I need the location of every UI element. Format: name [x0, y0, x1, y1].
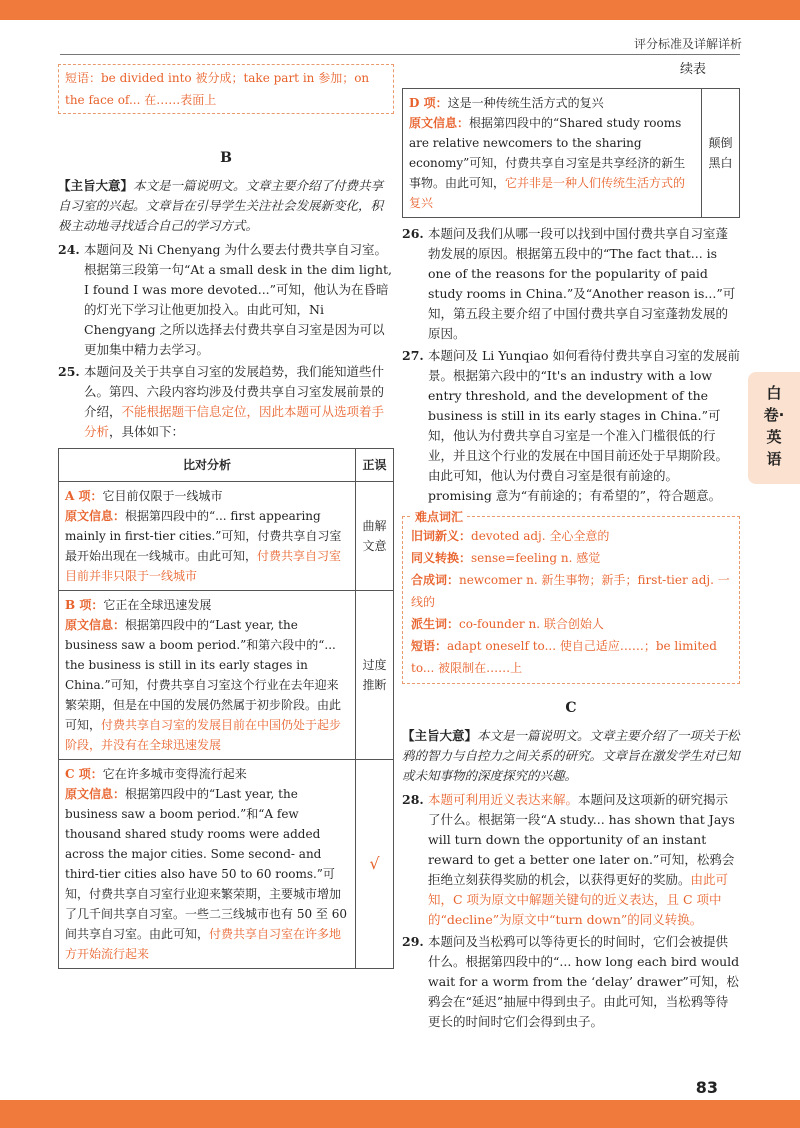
- vocabulary-box: [402, 510, 740, 684]
- question-27: [402, 346, 740, 506]
- question-26: [402, 224, 740, 344]
- comparison-table-continued: [402, 88, 740, 218]
- option-analysis: [59, 760, 356, 969]
- page-number: 83: [695, 1078, 718, 1097]
- option-analysis: [59, 482, 356, 591]
- phrase-box: 短语：be divided into 被分成；take part in 参加；on the face of... 在……表面上: [58, 64, 394, 114]
- main-idea-tag: 【主旨大意】: [58, 178, 134, 193]
- option-head: [65, 486, 349, 506]
- source-label: 原文信息：: [65, 509, 126, 523]
- option-head: [409, 93, 695, 113]
- source-text: 根据第四段中的“Shared study rooms are relative newcomers to the sharing economy”可知，付费共享自习室是共享经济的新生事物。由此可知，: [409, 116, 686, 190]
- vocab-item: [411, 613, 731, 635]
- question-number: 25.: [58, 364, 80, 379]
- question-number: 29.: [402, 934, 424, 949]
- vocab-item: [411, 547, 731, 569]
- subject-side-tab: [748, 372, 800, 484]
- check-mark-icon: √: [356, 760, 394, 969]
- source-text: 根据第四段中的“Last year, the business saw a boom period.”和第六段中的“... the business is still in its early stages in China.”可知，付费共享自习室这个行业在去年迎来繁荣期，但是在中国的发展仍然属于初步阶段。由此可知，: [65, 618, 342, 732]
- section-b-title: B: [220, 150, 232, 166]
- option-source: [65, 784, 349, 964]
- question-25: [58, 362, 394, 442]
- option-text: 它正在全球迅速发展: [103, 598, 212, 612]
- source-label: 原文信息：: [65, 618, 126, 632]
- source-label: 原文信息：: [409, 116, 470, 130]
- top-color-bar: [0, 0, 800, 20]
- source-text: 根据第四段中的“Last year, the business saw a boom period.”和“A few thousand shared study rooms were added across the major cities. Some second- and third-tier cities also have 50 to 60 rooms.”可知，付费共享自习室行业迎来繁荣期，主要城市增加了几千间共享自习室。一些二三线城市也有 50 至 60 间共享自习室。由此可知，: [65, 787, 347, 941]
- question-29: [402, 932, 740, 1032]
- option-text: 它目前仅限于一线城市: [102, 489, 223, 503]
- running-header: 评分标准及详解详析: [633, 37, 742, 51]
- q28-conclusion: 由此可知，C 项为原文中解题关键句的近义表达，且 C 项中的“decline”为原文中“turn down”的同义转换。: [428, 872, 729, 927]
- option-label: D 项：: [409, 96, 448, 110]
- option-conclusion: 它并非是一种人们传统生活方式的复兴: [409, 176, 686, 210]
- option-head: [65, 595, 349, 615]
- option-label: B 项：: [65, 598, 104, 612]
- main-idea-b: [58, 176, 394, 236]
- source-label: 原文信息：: [65, 787, 126, 801]
- vocab-item: [411, 525, 731, 547]
- q25-hint: 不能根据题干信息定位，因此本题可从选项着手分析: [84, 404, 385, 439]
- option-analysis: [59, 591, 356, 760]
- header-verdict: 正误: [356, 449, 394, 482]
- main-idea-c: [402, 726, 740, 786]
- header-analysis: 比对分析: [59, 449, 356, 482]
- section-c-title: C: [565, 700, 577, 716]
- option-source: [409, 113, 695, 213]
- option-label: C 项：: [65, 767, 103, 781]
- main-idea-text: 本文是一篇说明文。文章主要介绍了付费共享自习室的兴起。文章旨在引导学生关注社会发展新变化，积极主动地寻找适合自己的学习方式。: [58, 178, 384, 233]
- option-head: [65, 764, 349, 784]
- right-column: [402, 88, 740, 1034]
- option-conclusion: 付费共享自习室在许多地方开始流行起来: [65, 927, 342, 961]
- vocab-key: 合成词：: [411, 573, 460, 587]
- q28-body: 本题问及这项新的研究揭示了什么。根据第一段“A study... has shown that Jays will turn down the opportunity of an instant reward to get a better one later on.”可知，松鸦会拒绝立刻获得奖励的机会，以获得更好的奖励。: [428, 792, 735, 887]
- vocab-value: adapt oneself to... 使自己适应……；be limited to... 被限制在……上: [411, 639, 717, 675]
- option-source: [65, 506, 349, 586]
- question-text: 本题问及当松鸦可以等待更长的时间时，它们会被提供什么。根据第四段中的“... how long each bird would wait for a worm from the ‘delay’ drawer”可知，松鸦会在“延迟”抽屉中得到虫子。由此可知，当松鸦等待更长的时间时它们会得到虫子。: [428, 934, 740, 1029]
- question-number: 26.: [402, 226, 424, 241]
- header-rule: [60, 54, 740, 55]
- option-conclusion: 付费共享自习室目前并非只限于一线城市: [65, 549, 342, 583]
- vocab-value: devoted adj. 全心全意的: [471, 529, 610, 543]
- side-tab-label: 白卷·英语: [763, 384, 785, 468]
- source-text: 根据第四段中的“... first appearing mainly in first-tier cities.”可知，付费共享自习室最开始出现在一线城市。由此可知，: [65, 509, 342, 563]
- vocab-value: newcomer n. 新生事物；新手；first-tier adj. 一线的: [411, 573, 730, 609]
- option-label: A 项：: [65, 489, 103, 503]
- question-text: 本题问及我们从哪一段可以找到中国付费共享自习室蓬勃发展的原因。根据第五段中的“The fact that... is one of the reasons for the popularity of paid study rooms in China.”及“Another reason is...”可知，第五段主要介绍了中国付费共享自习室蓬勃发展的原因。: [428, 226, 736, 341]
- table-header-row: [59, 449, 394, 482]
- table-row: [403, 89, 740, 218]
- vocab-value: sense=feeling n. 感觉: [471, 551, 601, 565]
- vocab-key: 同义转换：: [411, 551, 472, 565]
- bottom-color-bar: [0, 1100, 800, 1128]
- vocab-item: [411, 635, 731, 679]
- table-row: [59, 760, 394, 969]
- option-source: [65, 615, 349, 755]
- option-verdict: 曲解文意: [356, 482, 394, 591]
- vocab-key: 派生词：: [411, 617, 460, 631]
- table-continued-label: 续表: [680, 62, 707, 77]
- left-column: [58, 64, 394, 969]
- q25-text-end: ，具体如下：: [109, 424, 185, 439]
- comparison-table: [58, 448, 394, 969]
- main-idea-tag: 【主旨大意】: [402, 728, 478, 743]
- option-verdict: 颠倒黑白: [702, 89, 740, 218]
- option-verdict: 过度推断: [356, 591, 394, 760]
- question-text: [58, 362, 394, 442]
- vocab-key: 短语：: [411, 639, 448, 653]
- question-text: [402, 790, 740, 930]
- vocab-value: co-founder n. 联合创始人: [459, 617, 604, 631]
- question-text: 本题问及 Li Yunqiao 如何看待付费共享自习室的发展前景。根据第六段中的“It's an industry with a low entry threshold, and the development of the business is still in its early stages in China.”可知，他认为付费共享自习室是一个准入门槛很低的行业，并且这个行业的发展在中国目前还处于早期阶段。由此可知，他认为付费自习室是很有前途的。promising 意为“有前途的；有希望的”，符合题意。: [428, 348, 740, 503]
- table-row: [59, 482, 394, 591]
- question-text: 本题问及 Ni Chenyang 为什么要去付费共享自习室。根据第三段第一句“At a small desk in the dim light, I found I was more devoted...”可知，他认为在昏暗的灯光下学习让他更加投入。由此可知，Ni Chengyang 之所以选择去付费共享自习室是因为可以更加集中精力去学习。: [84, 242, 393, 357]
- q28-hint: 本题可利用近义表达来解。: [428, 792, 579, 807]
- question-24: [58, 240, 394, 360]
- option-text: 它在许多城市变得流行起来: [102, 767, 247, 781]
- table-row: [59, 591, 394, 760]
- main-idea-text: 本文是一篇说明文。文章主要介绍了一项关于松鸦的智力与自控力之间关系的研究。文章旨在激发学生对已知或未知事物的深度探究的兴趣。: [402, 728, 740, 783]
- question-number: 28.: [402, 792, 424, 807]
- vocab-item: [411, 569, 731, 613]
- option-analysis: [403, 89, 702, 218]
- option-conclusion: 付费共享自习室的发展目前在中国仍处于起步阶段，并没有在全球迅速发展: [65, 718, 342, 752]
- question-28: [402, 790, 740, 930]
- vocab-key: 旧词新义：: [411, 529, 472, 543]
- question-number: 27.: [402, 348, 424, 363]
- q25-text-part: 本题问及关于共享自习室的发展趋势，我们能知道些什么。第四、六段内容均涉及付费共享自习室发展前景的介绍，: [84, 364, 385, 419]
- vocabulary-title: 难点词汇: [411, 506, 467, 528]
- option-text: 这是一种传统生活方式的复兴: [447, 96, 604, 110]
- question-number: 24.: [58, 242, 80, 257]
